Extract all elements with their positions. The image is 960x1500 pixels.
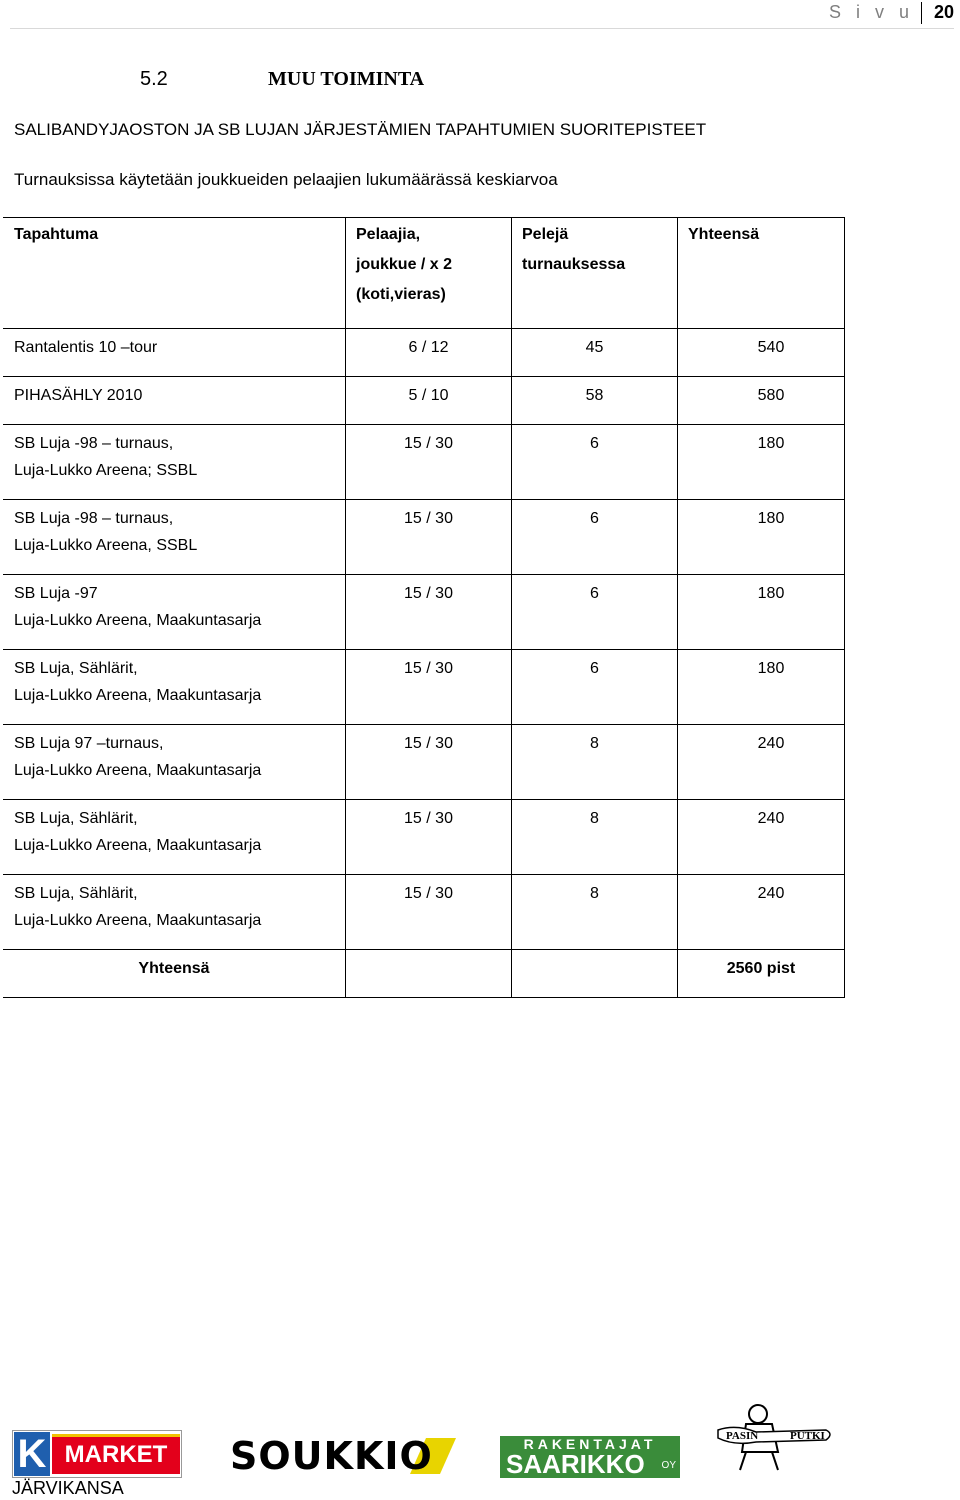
table-row [3,329,845,377]
putki-text: PUTKI [790,1430,825,1442]
total-cell [678,875,845,950]
total-value: 180 [757,510,785,527]
saarikko-top: RAKENTAJAT [523,1436,657,1452]
section-heading [140,68,424,91]
footer-label: Yhteensä [138,960,210,977]
footer-total: 2560 pist [726,960,796,977]
page-header [10,0,954,29]
event-line1: SB Luja, Sählärit, [14,660,138,677]
event-line2: Luja-Lukko Areena, Maakuntasarja [14,837,262,854]
table-row [3,575,845,650]
footer-total-cell [678,950,845,998]
kmarket-city: JÄRVIKANSA [12,1478,124,1498]
players-value: 15 / 30 [404,810,453,827]
players-cell [346,650,512,725]
games-cell [512,650,678,725]
players-value: 15 / 30 [404,510,453,527]
games-value: 45 [585,339,604,356]
players-cell [346,377,512,425]
total-cell [678,800,845,875]
total-value: 180 [757,435,785,452]
kmarket-brand: MARKET [52,1434,180,1474]
table-footer-row [3,950,845,998]
event-line1: SB Luja -97 [14,585,98,602]
event-line1: SB Luja, Sählärit, [14,885,138,902]
table-row [3,650,845,725]
points-table [3,217,845,998]
table-row [3,800,845,875]
saarikko-suffix: OY [661,1460,676,1471]
total-cell [678,500,845,575]
event-line2: Luja-Lukko Areena, Maakuntasarja [14,612,262,629]
header-games-line1: Pelejä [522,226,569,243]
event-cell [3,500,346,575]
total-cell [678,650,845,725]
header-total [678,218,845,329]
header-games [512,218,678,329]
event-line1: SB Luja, Sählärit, [14,810,138,827]
games-cell [512,425,678,500]
games-value: 8 [590,735,599,752]
players-cell [346,329,512,377]
total-cell [678,329,845,377]
soukkio-text: SOUKKIO [230,1434,433,1478]
total-value: 540 [757,339,785,356]
section-number: 5.2 [140,68,168,90]
games-cell [512,725,678,800]
total-value: 240 [757,885,785,902]
header-players [346,218,512,329]
table-row [3,500,845,575]
averaging-note: Turnauksissa käytetään joukkueiden pelaajien lukumäärässä keskiarvoa [14,170,558,189]
event-line1: PIHASÄHLY 2010 [14,387,143,404]
event-cell [3,650,346,725]
players-value: 15 / 30 [404,885,453,902]
players-value: 15 / 30 [404,585,453,602]
players-cell [346,500,512,575]
footer-empty-players [346,950,512,998]
table-header-row [3,218,845,329]
event-line1: SB Luja -98 – turnaus, [14,435,174,452]
players-value: 15 / 30 [404,735,453,752]
table-row [3,377,845,425]
games-value: 6 [590,435,599,452]
event-line1: SB Luja 97 –turnaus, [14,735,164,752]
games-value: 6 [590,660,599,677]
games-cell [512,875,678,950]
header-total-label: Yhteensä [688,226,760,243]
games-cell [512,575,678,650]
players-value: 5 / 10 [408,387,449,404]
pasin-text: PASIN [726,1430,759,1442]
total-cell [678,575,845,650]
page-number: 20 [933,2,954,22]
games-value: 6 [590,585,599,602]
event-cell [3,875,346,950]
page-label: S i v u [828,2,914,22]
total-value: 240 [757,810,785,827]
games-value: 8 [590,810,599,827]
players-cell [346,425,512,500]
players-value: 15 / 30 [404,660,453,677]
players-value: 15 / 30 [404,435,453,452]
players-cell [346,800,512,875]
section-title: MUU TOIMINTA [268,68,425,90]
event-cell [3,425,346,500]
event-line2: Luja-Lukko Areena, Maakuntasarja [14,762,262,779]
event-line2: Luja-Lukko Areena, SSBL [14,537,198,554]
saarikko-main: SAARIKKO [506,1449,645,1479]
kmarket-logo [12,1430,182,1500]
document-subtitle: SALIBANDYJAOSTON JA SB LUJAN JÄRJESTÄMIEN TAPAHTUMIEN SUORITEPISTEET [14,120,707,139]
total-value: 180 [757,585,785,602]
total-value: 580 [757,387,785,404]
total-cell [678,725,845,800]
event-line2: Luja-Lukko Areena, Maakuntasarja [14,687,262,704]
table-row [3,875,845,950]
table-row [3,725,845,800]
games-value: 6 [590,510,599,527]
event-line2: Luja-Lukko Areena; SSBL [14,462,198,479]
soukkio-logo [230,1436,460,1476]
event-line2: Luja-Lukko Areena, Maakuntasarja [14,912,262,929]
event-cell [3,800,346,875]
total-cell [678,425,845,500]
total-cell [678,377,845,425]
event-cell [3,725,346,800]
table-row [3,425,845,500]
games-cell [512,800,678,875]
games-cell [512,377,678,425]
players-cell [346,875,512,950]
total-value: 240 [757,735,785,752]
header-games-line2: turnauksessa [522,256,626,273]
players-value: 6 / 12 [408,339,449,356]
pasin-putki-logo [716,1400,836,1472]
games-cell [512,329,678,377]
saarikko-logo [500,1436,680,1478]
kmarket-k: K [14,1432,50,1476]
event-line1: Rantalentis 10 –tour [14,339,158,356]
event-cell [3,377,346,425]
players-cell [346,575,512,650]
event-line1: SB Luja -98 – turnaus, [14,510,174,527]
footer-label-cell [3,950,346,998]
header-players-line1: Pelaajia, [356,226,421,243]
footer-empty-games [512,950,678,998]
total-value: 180 [757,660,785,677]
page-separator [921,2,922,24]
header-event [3,218,346,329]
games-value: 8 [590,885,599,902]
header-players-line2: joukkue / x 2 [356,256,453,273]
header-players-line3: (koti,vieras) [356,286,446,303]
header-event-label: Tapahtuma [14,226,99,243]
players-cell [346,725,512,800]
event-cell [3,575,346,650]
games-cell [512,500,678,575]
games-value: 58 [585,387,604,404]
event-cell [3,329,346,377]
sponsor-logos [0,1400,960,1500]
